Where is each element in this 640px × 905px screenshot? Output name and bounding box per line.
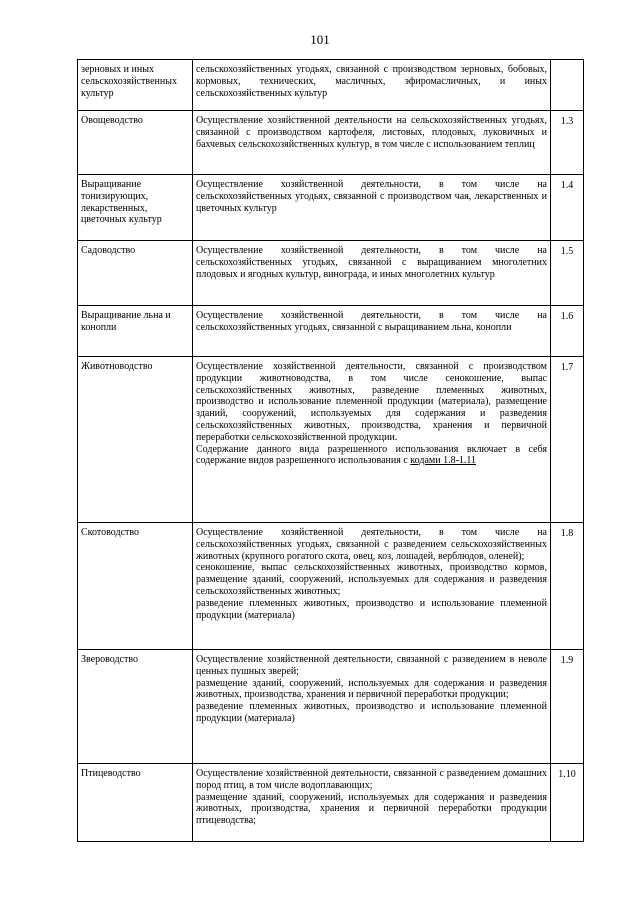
use-type-code: 1.7 [551, 357, 584, 523]
use-type-description [193, 111, 551, 175]
table-row [78, 111, 584, 175]
land-use-table [77, 59, 584, 842]
description-paragraph: Осуществление хозяйственной деятельности, связанной с разведением домашних пород птиц, в том числе водоплавающих; [196, 768, 547, 791]
use-type-code: 1.8 [551, 523, 584, 650]
use-type-description [193, 175, 551, 241]
table-row [78, 241, 584, 306]
description-paragraph: Осуществление хозяйственной деятельности, в том числе на сельскохозяйственных угодьях, связанной с выращиванием многолетних плодовых и ягодных культур, винограда, и иных многолетних культур [196, 245, 547, 280]
use-type-description [193, 523, 551, 650]
use-type-code: 1.10 [551, 764, 584, 842]
use-type-name: Животноводство [78, 357, 193, 523]
description-paragraph: сенокошение, выпас сельскохозяйственных животных, производство кормов, размещение зданий, сооружений, используемых для содержания и разведения сельскохозяйственных животных; [196, 562, 547, 597]
use-type-description [193, 650, 551, 764]
description-paragraph: сельскохозяйственных угодьях, связанной с производством зерновых, бобовых, кормовых, технических, масличных, эфиромасличных, и иных сельскохозяйственных культур [196, 64, 547, 99]
description-paragraph: разведение племенных животных, производство и использование племенной продукции (материала) [196, 597, 547, 621]
table-row [78, 306, 584, 357]
use-type-name: Садоводство [78, 241, 193, 306]
use-type-name: Овощеводство [78, 111, 193, 175]
description-paragraph [196, 444, 547, 468]
description-paragraph: разведение племенных животных, производство и использование племенной продукции (материала) [196, 701, 547, 724]
description-text: Содержание данного вида разрешенного использования включает в себя содержание видов разрешенного использования с [196, 443, 547, 467]
description-paragraph: Осуществление хозяйственной деятельности, в том числе на сельскохозяйственных угодьях, связанной с производством чая, лекарственных и цветочных культур [196, 179, 547, 214]
use-type-description [193, 764, 551, 842]
use-type-description [193, 306, 551, 357]
use-type-name: Птицеводство [78, 764, 193, 842]
table-row [78, 60, 584, 111]
use-type-code: 1.6 [551, 306, 584, 357]
use-type-code: 1.5 [551, 241, 584, 306]
use-type-code: 1.9 [551, 650, 584, 764]
table-row [78, 764, 584, 842]
table-row [78, 650, 584, 764]
use-type-name: Выращивание тонизирующих, лекарственных, цветочных культур [78, 175, 193, 241]
use-type-name: Скотоводство [78, 523, 193, 650]
use-type-description [193, 241, 551, 306]
description-paragraph: размещение зданий, сооружений, используемых для содержания и разведения животных, производства, хранения и первичной переработки продукции птицеводства; [196, 791, 547, 827]
code-reference-link[interactable]: кодами 1.8-1.11 [410, 455, 477, 467]
description-paragraph: Осуществление хозяйственной деятельности, в том числе на сельскохозяйственных угодьях, связанной с разведением сельскохозяйственных животных (крупного рогатого скота, овец, коз, лошадей, верблюдов, оленей); [196, 527, 547, 562]
use-type-code [551, 60, 584, 111]
table-row [78, 175, 584, 241]
use-type-description [193, 357, 551, 523]
use-type-code: 1.3 [551, 111, 584, 175]
page-number: 101 [310, 32, 330, 47]
description-paragraph: Осуществление хозяйственной деятельности, в том числе на сельскохозяйственных угодьях, связанной с выращиванием льна, конопли [196, 310, 547, 333]
use-type-name: Выращивание льна и конопли [78, 306, 193, 357]
description-paragraph: размещение зданий, сооружений, используемых для содержания и разведения животных, производства, хранения и первичной переработки продукции; [196, 677, 547, 701]
table-row [78, 357, 584, 523]
table-row [78, 523, 584, 650]
description-paragraph: Осуществление хозяйственной деятельности, связанной с производством продукции животноводства, в том числе сенокошение, выпас сельскохозяйственных животных, разведение племенных животных, производство и использование племенной продукции (материала), размещение зданий, сооружений, используемых для содержания и разведения сельскохозяйственных животных, производства, хранения и первичной переработки сельскохозяйственной продукции. [196, 361, 547, 443]
use-type-description [193, 60, 551, 111]
description-paragraph: Осуществление хозяйственной деятельности на сельскохозяйственных угодьях, связанной с производством картофеля, листовых, плодовых, луковичных и бахчевых сельскохозяйственных культур, в том числе с использованием теплиц [196, 115, 547, 150]
use-type-name: зерновых и иных сельскохозяйственных культур [78, 60, 193, 111]
use-type-code: 1.4 [551, 175, 584, 241]
use-type-name: Звероводство [78, 650, 193, 764]
description-paragraph: Осуществление хозяйственной деятельности, связанной с разведением в неволе ценных пушных зверей; [196, 654, 547, 677]
